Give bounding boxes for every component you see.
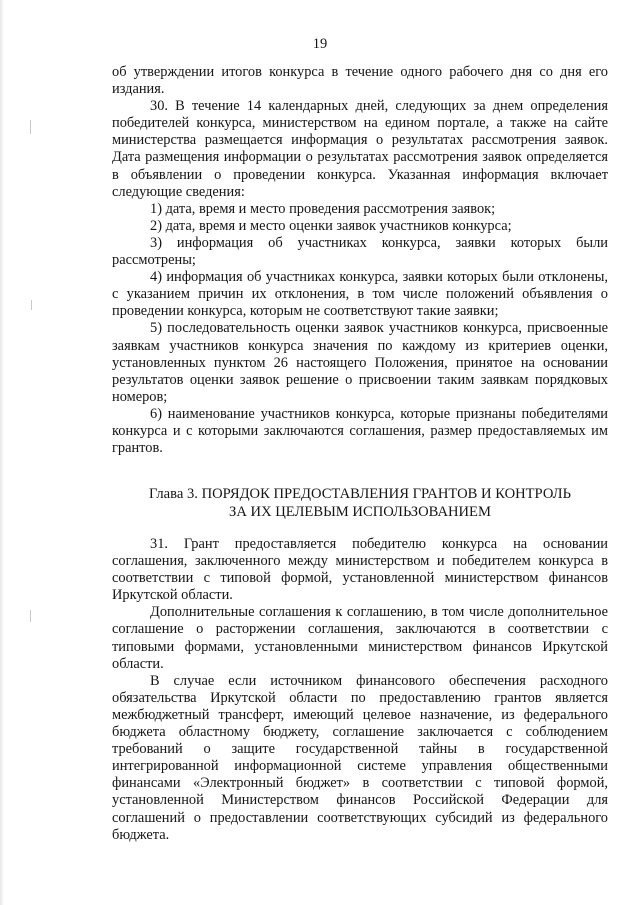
list-item: 1) дата, время и место проведения рассмотрения заявок; (150, 200, 496, 217)
chapter-heading-line: ЗА ИХ ЦЕЛЕВЫМ ИСПОЛЬЗОВАНИЕМ (229, 504, 491, 520)
scan-edge-shadow (0, 0, 4, 905)
chapter-heading (112, 485, 608, 521)
chapter-3-body (112, 536, 608, 844)
paragraph: об утверждении итогов конкурса в течение одного рабочего дня со дня его издания. (112, 64, 608, 98)
list-item: 2) дата, время и место оценки заявок участников конкурса; (150, 217, 512, 234)
paragraph: Дополнительные соглашения к соглашению, в том числе дополнительное соглашение о расторжении соглашения, заключаются в соответствии с типовыми формами, установленными министерством финансов Иркутской области. (112, 604, 608, 672)
list-item: 6) наименование участников конкурса, которые признаны победителями конкурса и с которыми заключаются соглашения, размер предоставляемых им грантов. (112, 405, 608, 457)
list-item: 5) последовательность оценки заявок участников конкурса, присвоенные заявкам участников конкурса значения по каждому из критериев оценки, установленных пунктом 26 настоящего Положения, принятое на основании результатов оценки заявок решение о присвоении таким заявкам порядковых номеров; (112, 320, 608, 405)
scan-speck (31, 300, 32, 310)
paragraph-item-31: 31. Грант предоставляется победителю конкурса на основании соглашения, заключенного между министерством и победителем конкурса в соответствии с типовой формой, установленной министерством финансов Иркутской области. (112, 536, 608, 604)
section-2-ending (112, 64, 608, 457)
list-item: 3) информация об участниках конкурса, заявки которых были рассмотрены; (112, 234, 608, 269)
list-item: 4) информация об участниках конкурса, заявки которых были отклонены, с указанием причин их отклонения, в том числе положений объявления о проведении конкурса, которым не соответствуют такие заявки; (112, 269, 608, 320)
paragraph: В случае если источником финансового обеспечения расходного обязательства Иркутской области по предоставлению грантов является межбюджетный трансферт, имеющий целевое назначение, из федерального бюджета областному бюджету, соглашение заключается с соблюдением требований о защите государственной тайны в государственной интегрированной информационной системе управления общественными финансами «Электронный бюджет» в соответствии с типовой формой, установленной Министерством финансов Российской Федерации для соглашений о предоставлении соответствующих субсидий из федерального бюджета. (112, 672, 608, 843)
scan-speck (30, 610, 31, 622)
paragraph-item-30: 30. В течение 14 календарных дней, следующих за днем определения победителей конкурса, министерством на едином портале, а также на сайте министерства размещается информация о результатах рассмотрения заявок. Дата размещения информации о результатах рассмотрения заявок определяется в объявлении о проведении конкурса. Указанная информация включает следующие сведения: (112, 98, 608, 200)
scan-speck (30, 120, 31, 134)
chapter-heading-line: Глава 3. ПОРЯДОК ПРЕДОСТАВЛЕНИЯ ГРАНТОВ И КОНТРОЛЬ (149, 486, 571, 502)
page-number: 19 (312, 36, 328, 52)
